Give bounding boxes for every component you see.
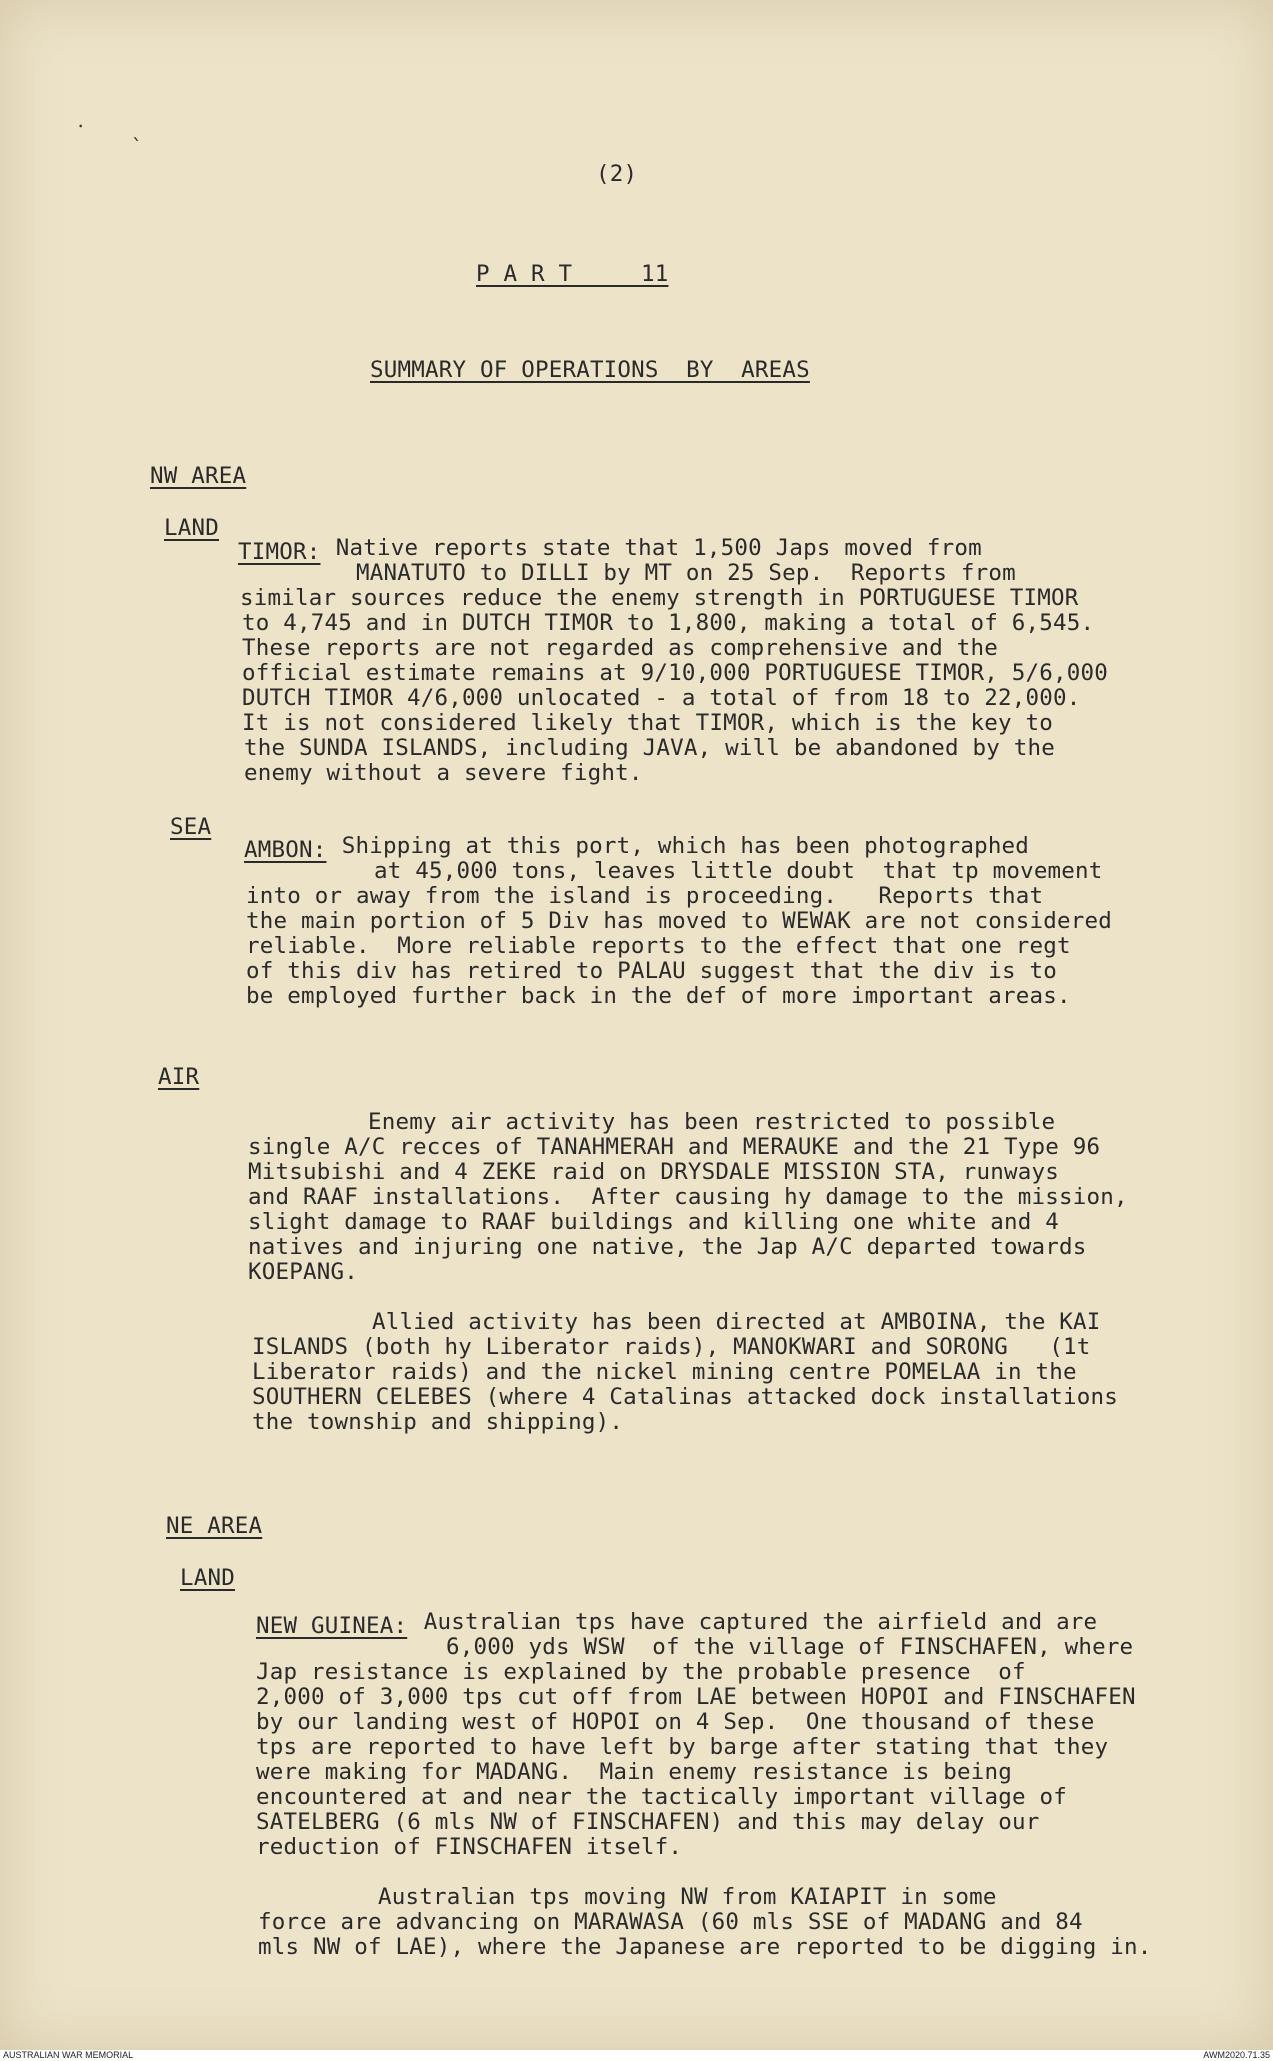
paragraph-line: Allied activity has been directed at AMBOINA, the KAI bbox=[372, 1309, 1101, 1335]
paragraph-line: by our landing west of HOPOI on 4 Sep. One thousand of these bbox=[256, 1709, 1095, 1735]
ink-mark: ˎ bbox=[130, 116, 143, 140]
paragraph-line: Jap resistance is explained by the probable presence of bbox=[256, 1659, 1026, 1685]
subheading-air: AIR bbox=[158, 1064, 200, 1090]
page-title: SUMMARY OF OPERATIONS BY AREAS bbox=[370, 357, 810, 383]
paragraph-line: at 45,000 tons, leaves little doubt that tp movement bbox=[374, 858, 1103, 884]
paragraph-line: Native reports state that 1,500 Japs moved from bbox=[322, 535, 982, 561]
paragraph-line: official estimate remains at 9/10,000 PORTUGUESE TIMOR, 5/6,000 bbox=[242, 660, 1109, 686]
paragraph-line: tps are reported to have left by barge after stating that they bbox=[256, 1734, 1109, 1760]
paragraph-line: KOEPANG. bbox=[248, 1259, 358, 1285]
paragraph-line: enemy without a severe fight. bbox=[244, 760, 643, 786]
paragraph-line: 6,000 yds WSW of the village of FINSCHAFEN, where bbox=[446, 1634, 1134, 1660]
paragraph-line: encountered at and near the tactically important village of bbox=[256, 1784, 1068, 1810]
paragraph-line: SATELBERG (6 mls NW of FINSCHAFEN) and this may delay our bbox=[256, 1809, 1040, 1835]
paragraph-line: the township and shipping). bbox=[252, 1409, 624, 1435]
paragraph-line: reduction of FINSCHAFEN itself. bbox=[256, 1834, 683, 1860]
label-new-guinea: NEW GUINEA: bbox=[256, 1613, 408, 1639]
paragraph-line: ISLANDS (both hy Liberator raids), MANOKWARI and SORONG (1t bbox=[252, 1334, 1091, 1360]
label-timor: TIMOR: bbox=[238, 539, 321, 565]
paragraph-line: Australian tps have captured the airfield and are bbox=[410, 1609, 1098, 1635]
paragraph-line: of this div has retired to PALAU suggest that the div is to bbox=[246, 958, 1058, 984]
paragraph-line: and RAAF installations. After causing hy damage to the mission, bbox=[248, 1184, 1128, 1210]
paragraph-line: into or away from the island is proceeding. Reports that bbox=[246, 883, 1044, 909]
ink-mark: ⸱ bbox=[78, 114, 84, 138]
subheading-land: LAND bbox=[180, 1565, 235, 1591]
footer-reference: AWM2020.71.35 bbox=[1203, 2050, 1270, 2060]
paragraph-line: were making for MADANG. Main enemy resistance is being bbox=[256, 1759, 1013, 1785]
paragraph-line: mls NW of LAE), where the Japanese are reported to be digging in. bbox=[258, 1934, 1152, 1960]
paragraph-line: DUTCH TIMOR 4/6,000 unlocated - a total of from 18 to 22,000. bbox=[242, 685, 1081, 711]
label-ambon: AMBON: bbox=[244, 837, 327, 863]
paragraph-line: be employed further back in the def of more important areas. bbox=[246, 983, 1071, 1009]
paragraph-line: Australian tps moving NW from KAIAPIT in some bbox=[378, 1884, 997, 1910]
paragraph-line: to 4,745 and in DUTCH TIMOR to 1,800, making a total of 6,545. bbox=[242, 610, 1095, 636]
paragraph-line: slight damage to RAAF buildings and killing one white and 4 bbox=[248, 1209, 1060, 1235]
section-heading-nw-area: NW AREA bbox=[150, 463, 247, 489]
paragraph-line: the SUNDA ISLANDS, including JAVA, will be abandoned by the bbox=[244, 735, 1056, 761]
subheading-land: LAND bbox=[164, 515, 219, 541]
page-number: (2) bbox=[596, 161, 638, 187]
paragraph-line: Mitsubishi and 4 ZEKE raid on DRYSDALE MISSION STA, runways bbox=[248, 1159, 1060, 1185]
footer-institution: AUSTRALIAN WAR MEMORIAL bbox=[3, 2050, 134, 2060]
paragraph-line: Liberator raids) and the nickel mining centre POMELAA in the bbox=[252, 1359, 1077, 1385]
paragraph-line: Enemy air activity has been restricted to possible bbox=[368, 1109, 1056, 1135]
paragraph-line: similar sources reduce the enemy strength in PORTUGUESE TIMOR bbox=[240, 585, 1079, 611]
paragraph-line: single A/C recces of TANAHMERAH and MERAUKE and the 21 Type 96 bbox=[248, 1134, 1101, 1160]
section-heading-ne-area: NE AREA bbox=[166, 1513, 263, 1539]
paragraph-line: MANATUTO to DILLI by MT on 25 Sep. Reports from bbox=[356, 560, 1016, 586]
paragraph-line: natives and injuring one native, the Jap A/C departed towards bbox=[248, 1234, 1087, 1260]
paragraph-line: These reports are not regarded as comprehensive and the bbox=[242, 635, 999, 661]
paragraph-line: reliable. More reliable reports to the effect that one regt bbox=[246, 933, 1071, 959]
paragraph-line: the main portion of 5 Div has moved to WEWAK are not considered bbox=[246, 908, 1113, 934]
paragraph-line: force are advancing on MARAWASA (60 mls SSE of MADANG and 84 bbox=[258, 1909, 1083, 1935]
paragraph-line: It is not considered likely that TIMOR, which is the key to bbox=[242, 710, 1054, 736]
paragraph-line: 2,000 of 3,000 tps cut off from LAE between HOPOI and FINSCHAFEN bbox=[256, 1684, 1136, 1710]
paragraph-line: SOUTHERN CELEBES (where 4 Catalinas attacked dock installations bbox=[252, 1384, 1119, 1410]
archive-footer bbox=[0, 2050, 1273, 2061]
part-heading: P A R T 11 bbox=[476, 261, 669, 287]
subheading-sea: SEA bbox=[170, 814, 212, 840]
paragraph-line: Shipping at this port, which has been photographed bbox=[328, 833, 1030, 859]
